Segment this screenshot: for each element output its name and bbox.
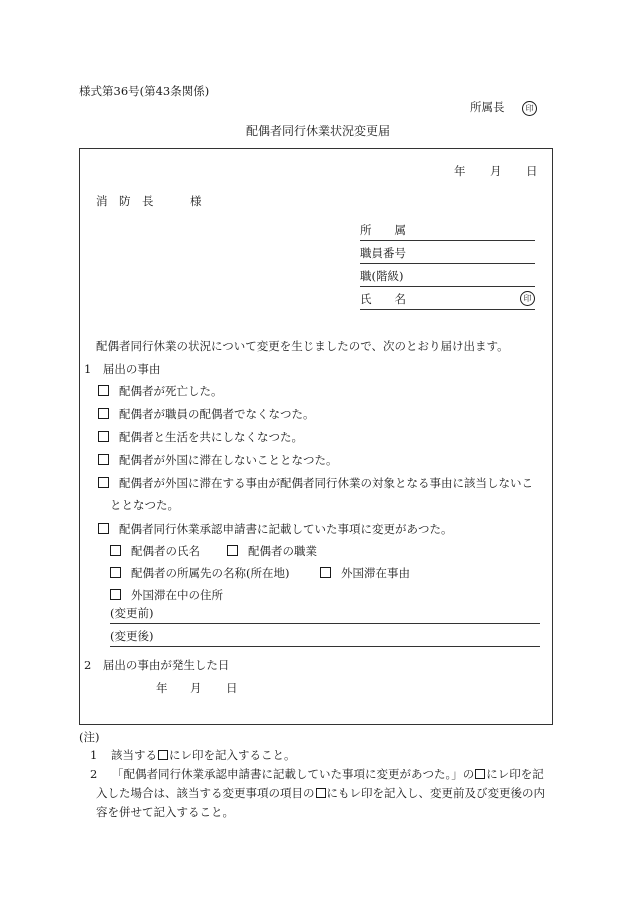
change-checkbox-spouse-occupation[interactable] — [227, 543, 317, 559]
reason-checkbox-divorce[interactable] — [98, 406, 315, 422]
occurrence-day: 日 — [226, 681, 238, 695]
checkbox-icon[interactable] — [98, 385, 109, 396]
seal-icon: 印 — [520, 291, 535, 306]
checkbox-icon[interactable] — [98, 523, 109, 534]
checkbox-icon[interactable] — [98, 408, 109, 419]
date-month: 月 — [490, 164, 502, 178]
checkbox-icon[interactable] — [110, 567, 121, 578]
note-2-number: 2 — [90, 767, 98, 781]
change-checkbox-overseas-address[interactable] — [110, 587, 223, 603]
checkbox-icon[interactable] — [110, 545, 121, 556]
checkbox-symbol-icon — [158, 750, 168, 760]
change-label: 配偶者の職業 — [248, 544, 317, 558]
change-checkbox-employer[interactable] — [110, 565, 289, 581]
form-title: 配偶者同行休業状況変更届 — [246, 124, 391, 138]
occurrence-year: 年 — [156, 681, 168, 695]
note-text: にもレ印を記入し、変更前及び変更後の内容を併せて記入すること。 — [96, 786, 545, 819]
checkbox-symbol-icon — [475, 769, 485, 779]
reason-label: 配偶者が外国に滞在しないこととなつた。 — [119, 453, 338, 467]
reason-label: 配偶者が職員の配偶者でなくなつた。 — [119, 407, 315, 421]
note-text: 該当する — [110, 748, 157, 762]
date-day: 日 — [526, 164, 538, 178]
affiliation-field[interactable] — [360, 221, 535, 241]
name-field[interactable] — [360, 290, 535, 310]
intro-text: 配偶者同行休業の状況について変更を生じましたので、次のとおり届け出ます。 — [96, 339, 509, 353]
name-label: 氏 名 — [360, 292, 406, 306]
change-checkbox-spouse-name[interactable] — [110, 543, 200, 559]
reason-checkbox-no-longer-eligible[interactable] — [98, 475, 533, 491]
reason-checkbox-changed-info[interactable] — [98, 521, 453, 537]
affiliation-label: 所 属 — [360, 223, 406, 237]
section2-heading: 2 届出の事由が発生した日 — [84, 658, 230, 672]
notes-heading: (注) — [79, 730, 100, 744]
note-text: 「配偶者同行休業承認申請書に記載していた事項に変更があつた。」の — [112, 767, 475, 781]
reason-label: 配偶者が外国に滞在する事由が配偶者同行休業の対象となる事由に該当しないこ — [119, 476, 533, 490]
reason-label: 配偶者が死亡した。 — [119, 384, 223, 398]
change-label: 配偶者の氏名 — [131, 544, 200, 558]
change-label: 外国滞在中の住所 — [131, 588, 223, 602]
checkbox-icon[interactable] — [98, 477, 109, 488]
reason-label: 配偶者と生活を共にしなくなつた。 — [119, 430, 303, 444]
employee-number-label: 職員番号 — [360, 246, 406, 260]
checkbox-icon[interactable] — [98, 431, 109, 442]
reason-label-continued: ととなつた。 — [110, 498, 179, 512]
note-text: にレ印を記入した場合は、該当する変更事項の項目の — [96, 767, 544, 800]
before-change-field[interactable] — [110, 605, 540, 624]
before-change-label: (変更前) — [110, 606, 154, 620]
approver-label — [470, 99, 537, 116]
after-change-field[interactable] — [110, 628, 540, 647]
note-2 — [96, 765, 554, 822]
checkbox-symbol-icon — [316, 788, 326, 798]
change-label: 配偶者の所属先の名称(所在地) — [131, 566, 290, 580]
approver-text: 所属長 — [470, 100, 505, 114]
checkbox-icon[interactable] — [320, 567, 331, 578]
addressee-honorific: 様 — [190, 194, 202, 208]
addressee-name: 消 防 長 — [96, 194, 154, 208]
note-text: にレ印を記入すること。 — [168, 748, 296, 762]
note-1 — [90, 747, 295, 763]
occurrence-month: 月 — [190, 681, 202, 695]
checkbox-icon[interactable] — [227, 545, 238, 556]
section1-heading: 1 届出の事由 — [84, 362, 161, 376]
seal-icon: 印 — [522, 101, 537, 116]
reason-checkbox-left-abroad[interactable] — [98, 452, 338, 468]
employee-number-field[interactable] — [360, 244, 535, 264]
date-year: 年 — [454, 164, 466, 178]
form-box — [79, 148, 553, 725]
note-number: 1 — [90, 748, 98, 762]
reason-checkbox-separate[interactable] — [98, 429, 303, 445]
change-label: 外国滞在事由 — [341, 566, 410, 580]
after-change-label: (変更後) — [110, 629, 154, 643]
change-checkbox-stay-reason[interactable] — [320, 565, 410, 581]
reason-label: 配偶者同行休業承認申請書に記載していた事項に変更があつた。 — [119, 522, 453, 536]
position-field[interactable] — [360, 267, 535, 287]
form-number: 様式第36号(第43条関係) — [79, 84, 210, 98]
checkbox-icon[interactable] — [98, 454, 109, 465]
checkbox-icon[interactable] — [110, 589, 121, 600]
position-label: 職(階級) — [360, 269, 404, 283]
reason-checkbox-death[interactable] — [98, 383, 223, 399]
